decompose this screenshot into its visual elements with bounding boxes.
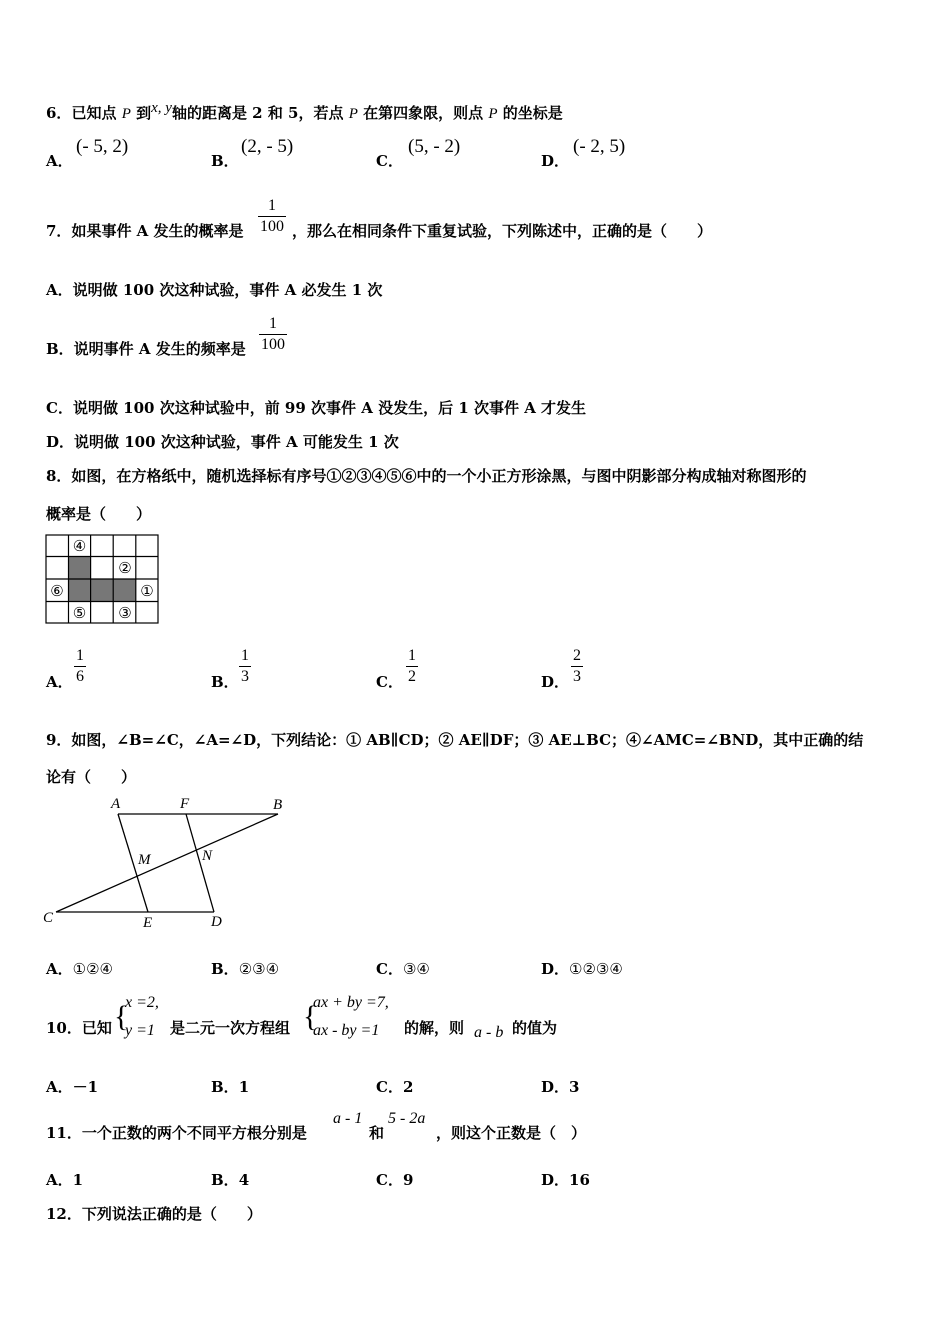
q11-option-c: [376, 1169, 413, 1190]
option-value: 4: [238, 1171, 250, 1189]
shaded-cell: [68, 579, 91, 602]
option-label: A．: [46, 1078, 73, 1096]
option-value: ①②④: [72, 960, 113, 978]
q11-option-d: [541, 1169, 590, 1190]
frac-bar: [239, 666, 251, 667]
q6-option-b-value: (2, - 5): [241, 136, 294, 157]
frac-num: 2: [573, 647, 581, 664]
q7-stem-text: 如果事件 A 发生的概率是: [71, 222, 244, 240]
q6-option-a-label: A．: [46, 152, 73, 170]
q6-option-c-label: C．: [376, 152, 403, 170]
q9-stem-line2: 论有（ ）: [46, 768, 137, 786]
q9-stem-line1: 9．如图，∠B=∠C，∠A=∠D，下列结论：① AB∥CD；② AE∥DF；③ AE⊥BC；④∠AMC=∠BND，其中正确的结: [46, 731, 864, 749]
option-label: C．: [376, 960, 403, 978]
q8-option-b-fraction: [239, 647, 251, 686]
frac-den: 3: [573, 668, 581, 685]
q9-geometry-figure: [40, 794, 300, 934]
shaded-cell: [68, 557, 91, 580]
frac-num: 1: [241, 647, 249, 664]
q10-brace-1: {: [114, 1000, 129, 1033]
label-d: D: [211, 914, 222, 930]
frac-bar: [571, 666, 583, 667]
option-value: ①②③④: [569, 960, 623, 978]
option-value: ②③④: [238, 960, 280, 978]
label-c: C: [43, 910, 54, 926]
frac-den: 2: [408, 668, 416, 685]
q7-number: 7．: [46, 222, 72, 240]
option-label: B．: [211, 1171, 239, 1189]
q10-end-text: 的值为: [512, 1019, 558, 1037]
option-label: A．: [46, 1171, 73, 1189]
frac-den: 3: [241, 668, 249, 685]
q8-option-a-label: A．: [46, 673, 73, 691]
q11-stem-a: 11．一个正数的两个不同平方根分别是: [46, 1124, 307, 1142]
q6-stem-a: 已知点: [71, 104, 117, 122]
q7-option-a: A．说明做 100 次这种试验，事件 A 必发生 1 次: [46, 281, 383, 299]
q10-equation-1: ax + by =7,: [313, 994, 389, 1011]
option-value: 9: [402, 1171, 414, 1189]
q7-frac-num: 1: [268, 197, 276, 214]
q8-stem-line1: 8．如图，在方格纸中，随机选择标有序号①②③④⑤⑥中的一个小正方形涂黑，与图中阴影部分构成轴对称图形的: [46, 467, 807, 485]
q7-option-c: C．说明做 100 次这种试验中，前 99 次事件 A 没发生，后 1 次事件 A 才发生: [46, 399, 587, 417]
q6-option-b-label: B．: [211, 152, 239, 170]
q6-option-d-label: D．: [541, 152, 570, 170]
q6-stem: [46, 100, 563, 124]
q11-and: 和: [369, 1124, 385, 1142]
label-b: B: [273, 797, 283, 813]
q9-option-a: [46, 958, 113, 979]
q6-option-a-value: (- 5, 2): [76, 136, 129, 157]
q11-root-1: a - 1: [333, 1110, 363, 1127]
q7-fraction: [258, 197, 286, 236]
q8-option-d-label: D．: [541, 673, 570, 691]
q10-number: 10．已知: [46, 1019, 112, 1037]
label-a: A: [111, 796, 121, 812]
grid-label-1: ①: [140, 582, 154, 600]
grid-label-6: ⑥: [50, 582, 64, 600]
q10-option-c: [376, 1076, 413, 1097]
q7-frac-bar: [258, 216, 286, 217]
q7-stem-b: ，那么在相同条件下重复试验，下列陈述中，正确的是（ ）: [292, 222, 713, 240]
q10-mid-text: 是二元一次方程组: [170, 1019, 291, 1037]
q11-root-2: 5 - 2a: [388, 1110, 426, 1127]
option-value: 1: [238, 1078, 250, 1096]
option-value: －1: [72, 1078, 99, 1096]
q6-point-p-2: P: [348, 106, 358, 122]
grid-label-4: ④: [72, 537, 87, 555]
q8-option-c-label: C．: [376, 673, 403, 691]
q7-optb-frac-num: 1: [269, 315, 277, 332]
option-label: D．: [541, 960, 570, 978]
option-label: C．: [376, 1078, 403, 1096]
option-label: D．: [541, 1171, 570, 1189]
q6-point-p: P: [121, 106, 131, 122]
option-label: D．: [541, 1078, 570, 1096]
frac-num: 1: [408, 647, 416, 664]
q8-grid-figure: [45, 534, 161, 624]
q10-solution-y: y =1: [125, 1022, 155, 1039]
line-cb: [56, 814, 278, 912]
option-value: 16: [569, 1171, 590, 1189]
q6-number: 6．: [46, 104, 72, 122]
q10-tail-text: 的解，则: [404, 1019, 465, 1037]
option-value: ③④: [402, 960, 430, 978]
q10-solution-x: x =2,: [125, 994, 159, 1011]
q6-option-d-value: (- 2, 5): [573, 136, 626, 157]
shaded-cell: [113, 579, 136, 602]
q8-stem-line2: 概率是（ ）: [46, 505, 152, 523]
frac-bar: [74, 666, 86, 667]
q12-stem: 12．下列说法正确的是（ ）: [46, 1205, 262, 1223]
q8-option-a-fraction: [74, 647, 86, 686]
option-value: 1: [72, 1171, 84, 1189]
q9-option-c: [376, 958, 430, 979]
q6-stem-b: 到: [136, 104, 152, 122]
option-label: B．: [211, 960, 239, 978]
q7-frac-den: 100: [260, 218, 284, 235]
grid-label-2: ②: [118, 559, 132, 577]
q11-option-a: [46, 1169, 83, 1190]
q10-brace-2: {: [303, 1000, 318, 1033]
grid-label-3: ③: [118, 604, 132, 622]
q10-equation-2: ax - by =1: [313, 1022, 380, 1039]
shaded-cell: [91, 579, 114, 602]
q10-expression: a - b: [474, 1024, 504, 1041]
q8-option-d-fraction: [571, 647, 583, 686]
label-m: M: [138, 852, 151, 868]
q6-stem-c: 轴的距离是 2 和 5，若点: [171, 104, 344, 122]
q6-stem-e: 的坐标是: [502, 104, 563, 122]
q7-option-b-fraction: [259, 315, 287, 354]
frac-num: 1: [76, 647, 84, 664]
q7-stem-a: [46, 221, 244, 241]
q11-stem-b: ，则这个正数是（ ）: [436, 1124, 587, 1142]
q7-option-d: D．说明做 100 次这种试验，事件 A 可能发生 1 次: [46, 433, 399, 451]
grid-label-5: ⑤: [72, 604, 87, 622]
q8-option-b-label: B．: [211, 673, 239, 691]
frac-bar: [406, 666, 418, 667]
q10-option-d: [541, 1076, 579, 1097]
frac-den: 6: [76, 668, 84, 685]
q11-option-b: [211, 1169, 249, 1190]
q6-point-p-3: P: [488, 106, 498, 122]
option-label: C．: [376, 1171, 403, 1189]
label-n: N: [202, 848, 213, 864]
option-label: B．: [211, 1078, 239, 1096]
q6-stem-d: 在第四象限，则点: [363, 104, 484, 122]
q8-option-c-fraction: [406, 647, 418, 686]
q9-option-b: [211, 958, 279, 979]
q6-axes: x, y: [151, 100, 172, 116]
q9-option-d: [541, 958, 623, 979]
option-value: 3: [569, 1078, 580, 1096]
q10-option-b: [211, 1076, 249, 1097]
q7-optb-frac-den: 100: [261, 336, 285, 353]
q7-option-b: B．说明事件 A 发生的频率是: [46, 340, 246, 358]
q6-option-c-value: (5, - 2): [408, 136, 461, 157]
option-value: 2: [402, 1078, 414, 1096]
q10-option-a: [46, 1076, 98, 1097]
option-label: A．: [46, 960, 73, 978]
label-f: F: [180, 796, 190, 812]
q7-optb-frac-bar: [259, 334, 287, 335]
label-e: E: [143, 915, 153, 931]
